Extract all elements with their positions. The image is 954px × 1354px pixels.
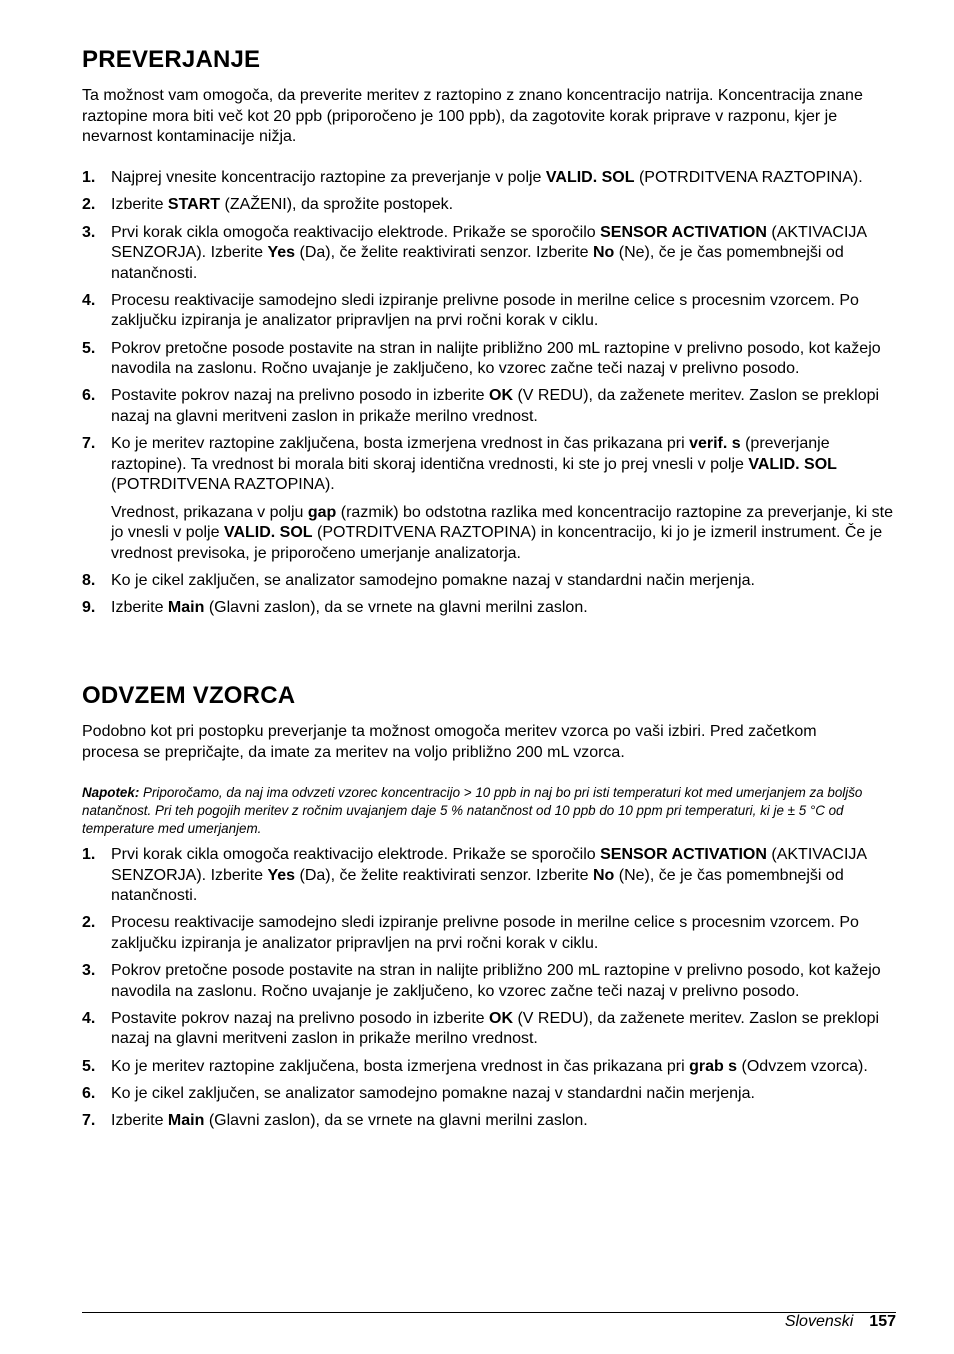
step-number: 3. bbox=[82, 962, 96, 980]
step-text: Procesu reaktivacije samodejno sledi izpiranje prelivne posode in merilne celice s procesnim vzorcem. Po zaključku izpiranja je analizator pripravljen na prvi ročni korak v ciklu. bbox=[111, 291, 859, 330]
step-text: Pokrov pretočne posode postavite na stran in nalijte približno 200 mL raztopine v prelivno posodo, kot kažejo navodila na zaslonu. Ročno uvajanje je zaključeno, ko vzorec začne teči nazaj v prelivno posodo. bbox=[111, 962, 881, 1000]
step-number: 5. bbox=[82, 339, 96, 357]
step-text: Ko je meritev raztopine zaključena, bosta izmerjena vrednost in čas prikazana pri verif. s (preverjanje raztopine). Ta vrednost bi morala biti skoraj identična vrednosti, ki ste jo prej vnesli v polje VALID. SOL (POTRDITVENA RAZTOPINA). bbox=[111, 435, 837, 494]
step-number: 2. bbox=[82, 914, 96, 932]
list-item bbox=[82, 1009, 896, 1050]
footer-language: Slovenski bbox=[784, 1313, 854, 1330]
step-text: Izberite Main (Glavni zaslon), da se vrnete na glavni merilni zaslon. bbox=[111, 1112, 588, 1130]
page-footer bbox=[785, 1312, 896, 1332]
section-intro-preverjanje: Ta možnost vam omogoča, da preverite meritev z raztopino z znano koncentracijo natrija. Koncentracija znane raztopine mora biti več kot 20 ppb (priporočeno je 100 ppb), da zagotovite korak priprave v razponu, kjer je nevarnost kontaminacije nižja. bbox=[82, 87, 863, 145]
step-text: Procesu reaktivacije samodejno sledi izpiranje prelivne posode in merilne celice s procesnim vzorcem. Po zaključku izpiranja je analizator pripravljen na prvi ročni korak v ciklu. bbox=[111, 914, 859, 952]
step-text: Prvi korak cikla omogoča reaktivacijo elektrode. Prikaže se sporočilo SENSOR ACTIVATION (AKTIVACIJA SENZORJA). Izberite Yes (Da), če želite reaktivirati senzor. Izberite No (Ne), če je čas pomembnejši od natančnosti. bbox=[111, 846, 867, 904]
step-text: Pokrov pretočne posode postavite na stran in nalijte približno 200 mL raztopine v prelivno posodo, kot kažejo navodila na zaslonu. Ročno uvajanje je zaključeno, ko vzorec začne teči nazaj v prelivno posodo. bbox=[111, 339, 881, 378]
list-item bbox=[82, 845, 896, 907]
list-item bbox=[82, 1057, 896, 1078]
step-text: Postavite pokrov nazaj na prelivno posodo in izberite OK (V REDU), da zaženete meritev. Zaslon se preklopi nazaj na glavni meritveni zaslon in prikaže merilno vrednost. bbox=[111, 387, 880, 425]
list-item bbox=[82, 598, 896, 619]
list-item bbox=[82, 913, 896, 954]
list-item bbox=[82, 434, 896, 564]
list-item bbox=[82, 1111, 896, 1132]
list-item bbox=[82, 961, 896, 1002]
step-subparagraph: Vrednost, prikazana v polju gap (razmik) bo odstotna razlika med koncentracijo raztopine za preverjanje, ki ste jo vnesli v polje VALID. SOL (POTRDITVENA RAZTOPINA) in koncentracijo, ki jo je izmeril instrument. Če je vrednost previsoka, je priporočeno umerjanje analizatorja. bbox=[111, 503, 894, 562]
steps-list-odvzem-vzorca bbox=[82, 845, 896, 1139]
note-paragraph bbox=[82, 784, 882, 838]
list-item bbox=[82, 386, 896, 427]
step-number: 8. bbox=[82, 571, 96, 589]
step-text: Postavite pokrov nazaj na prelivno posodo in izberite OK (V REDU), da zaženete meritev. Zaslon se preklopi nazaj na glavni meritveni zaslon in prikaže merilno vrednost. bbox=[111, 1009, 880, 1048]
list-item bbox=[82, 339, 896, 380]
section-heading-preverjanje: PREVERJANJE bbox=[82, 46, 261, 73]
list-item bbox=[82, 571, 896, 592]
step-text: Izberite START (ZAŽENI), da sprožite postopek. bbox=[111, 196, 454, 214]
step-number: 5. bbox=[82, 1057, 96, 1075]
page-number: 157 bbox=[869, 1313, 896, 1330]
section-heading-odvzem-vzorca: ODVZEM VZORCA bbox=[82, 682, 296, 709]
step-number: 1. bbox=[82, 169, 96, 186]
step-number: 9. bbox=[82, 599, 96, 617]
step-number: 6. bbox=[82, 1084, 96, 1102]
step-number: 6. bbox=[82, 387, 96, 405]
list-item bbox=[82, 291, 896, 332]
steps-list-preverjanje bbox=[82, 168, 896, 625]
list-item bbox=[82, 223, 896, 285]
step-number: 7. bbox=[82, 1112, 96, 1130]
step-number: 1. bbox=[82, 846, 96, 863]
step-number: 2. bbox=[82, 196, 96, 214]
step-number: 4. bbox=[82, 291, 96, 309]
list-item bbox=[82, 195, 896, 216]
step-text: Izberite Main (Glavni zaslon), da se vrnete na glavni merilni zaslon. bbox=[111, 599, 588, 617]
step-number: 4. bbox=[82, 1009, 96, 1027]
note-text: Priporočamo, da naj ima odvzeti vzorec koncentracijo > 10 ppb in naj bo pri isti temperaturi kot med umerjanjem za boljšo natančnost. Pri teh pogojih meritev z ročnim uvajanjem daje 5 % natančnost od 10 ppb do 10 ppm pri temperaturi, ki je ± 5 °C od temperature med umerjanjem. bbox=[82, 785, 863, 837]
step-text: Najprej vnesite koncentracijo raztopine za preverjanje v polje VALID. SOL (POTRDITVENA RAZTOPINA). bbox=[111, 169, 863, 186]
list-item bbox=[82, 168, 896, 189]
step-number: 3. bbox=[82, 223, 96, 241]
footer-rule bbox=[82, 1312, 896, 1313]
step-number: 7. bbox=[82, 435, 96, 453]
step-text: Ko je cikel zaključen, se analizator samodejno pomakne nazaj v standardni način merjenja. bbox=[111, 1084, 755, 1102]
note-label: Napotek: bbox=[82, 785, 140, 801]
step-text: Ko je meritev raztopine zaključena, bosta izmerjena vrednost in čas prikazana pri grab s (Odvzem vzorca). bbox=[111, 1057, 868, 1075]
list-item bbox=[82, 1084, 896, 1105]
section-intro-odvzem-vzorca: Podobno kot pri postopku preverjanje ta možnost omogoča meritev vzorca po vaši izbiri. Pred začetkom procesa se prepričajte, da imate za meritev na voljo približno 200 mL vzorca. bbox=[82, 723, 817, 761]
step-text: Prvi korak cikla omogoča reaktivacijo elektrode. Prikaže se sporočilo SENSOR ACTIVATION (AKTIVACIJA SENZORJA). Izberite Yes (Da), če želite reaktivirati senzor. Izberite No (Ne), če je čas pomembnejši od natančnosti. bbox=[111, 223, 867, 282]
step-text: Ko je cikel zaključen, se analizator samodejno pomakne nazaj v standardni način merjenja. bbox=[111, 571, 755, 589]
